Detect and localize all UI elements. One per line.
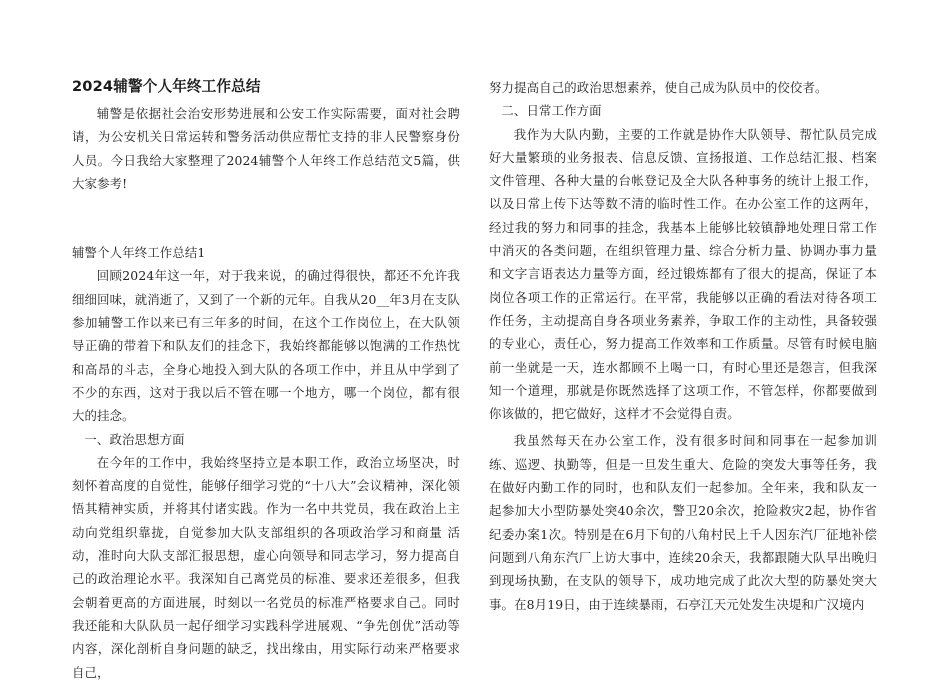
spacer [72, 218, 460, 241]
left-column [72, 76, 460, 684]
right-column [489, 76, 877, 616]
section-title: 辅警个人年终工作总结1 [72, 245, 206, 261]
daily-work-paragraph: 我作为大队内勤，主要的工作就是协作大队领导、帮忙队员完成好大量繁琐的业务报表、信息反馈、宣扬报道、工作总结汇报、档案文件管理、各种大量的台帐登记及全大队各种事务的统计上报工作，以及日常上传下达等数不清的临时性工作。在办公室工作的这两年，经过我的努力和同事的挂念，我基本上能够比较镇静地处理日常工作中消灭的各类问题，在组织管理力量、综合分析力量、协调办事力量和文字言语表达力量等方面，经过锻炼都有了很大的提高，保证了本岗位各项工作的正常运行。在平常，我能够以正确的看法对待各项工作任务，主动提高自身各项业务素养，争取工作的主动性，具备较强的专业心，责任心，努力提高工作效率和工作质量。尽管有时候电脑前一坐就是一天，连水都顾不上喝一口，有时心里还是怨言，但我深知一个道理，那就是你既然选择了这项工作，不管怎样，你都要做到你该做的，把它做好，这样才不会觉得自责。 [489, 126, 877, 422]
heading-politics: 一、政治思想方面 [84, 431, 185, 447]
document-title: 2024辅警个人年终工作总结 [72, 78, 261, 95]
intro-paragraph: 辅警是依据社会治安形势进展和公安工作实际需要，面对社会聘请，为公安机关日常运转和警务活动供应帮忙支持的非人民警察身份人员。今日我给大家整理了2024辅警个人年终工作总结范文5篇，供大家参考! [72, 106, 460, 191]
politics-paragraph-part1: 在今年的工作中，我始终坚持立是本职工作，政治立场坚决，时刻怀着高度的自觉性，能够仔细学习党的“十八大”会议精神，深化领悟其精神实质，并将其付诸实践。作为一名中共党员，我在政治上主动向党组织靠拢，自觉参加大队支部组织的各项政治学习和商量 活动，准时向大队支部汇报思想，虚心向领导和同志学习，努力提高自己的政治理论水平。我深知自己离党员的标准、要求还差很多，但我会朝着更高的方面进展，时刻以一名党员的标准严格要求自己。同时我还能和大队队员一起仔细学习实践科学进展观、“争先创优”活动等内容，深化剖析自身问题的缺乏，找出缘由，用实际行动来严格要求自己， [72, 454, 460, 680]
heading-daily: 二、日常工作方面 [501, 103, 602, 119]
review-paragraph: 回顾2024年这一年，对于我来说，的确过得很快，都还不允许我细细回味，就消逝了，又到了一个新的元年。自我从20__年3月在支队参加辅警工作以来已有三年多的时间，在这个工作岗位上，在大队领导正确的带着下和队友们的挂念下，我始终都能够以饱满的工作热忱和高昂的斗志，全身心地投入到大队的各项工作中，并且从中学到了不少的东西，这对于我以后不管在哪一个地方，哪一个岗位，都有很大的挂念。 [72, 268, 460, 424]
duty-paragraph: 我虽然每天在办公室工作，没有很多时间和同事在一起参加训练、巡逻、执勤等，但是一旦发生重大、危险的突发大事等任务，我在做好内勤工作的同时，也和队友们一起参加。全年来，我和队友一起参加大小型防暴处突40余次，警卫20余次，抢险救灾2起，协作省纪委办案1次。特别是在6月下旬的八角村民上千人因东汽厂征地补偿问题到八角东汽厂上访大事中，连续20余天，我都跟随大队早出晚归到现场执勤，在支队的领导下，成功地完成了此次大型的防暴处突大事。在8月19日，由于连续暴雨，石亭江天元处发生决堤和广汉境内 [489, 433, 877, 612]
spacer [72, 195, 460, 218]
politics-paragraph-part2: 努力提高自己的政治思想素养，使自己成为队员中的佼佼者。 [489, 80, 828, 95]
